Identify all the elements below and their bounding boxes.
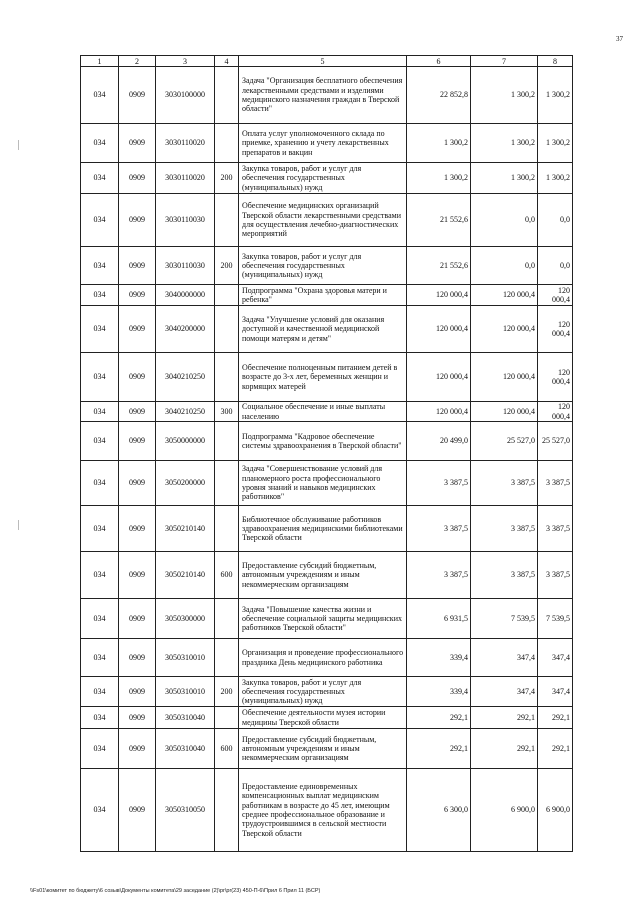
amount-cell: 1 300,2 (538, 163, 573, 194)
expense-type-cell: 200 (215, 677, 239, 707)
grbs-code-cell: 034 (81, 247, 119, 285)
column-header: 4 (215, 56, 239, 67)
amount-cell: 292,1 (407, 729, 471, 769)
amount-cell: 120 000,4 (407, 285, 471, 306)
budget-table-container (80, 55, 572, 852)
amount-cell: 3 387,5 (538, 506, 573, 552)
target-article-cell: 3050310040 (156, 729, 215, 769)
amount-cell: 1 300,2 (471, 67, 538, 124)
amount-cell: 20 499,0 (407, 422, 471, 461)
amount-cell: 7 539,5 (538, 599, 573, 639)
section-code-cell: 0909 (119, 124, 156, 163)
amount-cell: 1 300,2 (538, 124, 573, 163)
target-article-cell: 3030110030 (156, 194, 215, 247)
grbs-code-cell: 034 (81, 729, 119, 769)
grbs-code-cell: 034 (81, 707, 119, 729)
table-row (81, 402, 573, 422)
expense-type-cell (215, 769, 239, 852)
target-article-cell: 3050310010 (156, 677, 215, 707)
amount-cell: 339,4 (407, 639, 471, 677)
amount-cell: 347,4 (538, 639, 573, 677)
column-header: 1 (81, 56, 119, 67)
section-code-cell: 0909 (119, 639, 156, 677)
amount-cell: 120 000,4 (538, 285, 573, 306)
description-cell: Предоставление субсидий бюджетным, автономным учреждениям и иным некоммерческим организациям (239, 729, 407, 769)
amount-cell: 347,4 (471, 639, 538, 677)
grbs-code-cell: 034 (81, 422, 119, 461)
scan-edge-mark (18, 140, 19, 150)
section-code-cell: 0909 (119, 306, 156, 353)
amount-cell: 0,0 (471, 247, 538, 285)
amount-cell: 120 000,4 (407, 306, 471, 353)
amount-cell: 0,0 (538, 194, 573, 247)
amount-cell: 7 539,5 (471, 599, 538, 639)
amount-cell: 120 000,4 (538, 306, 573, 353)
table-row (81, 506, 573, 552)
section-code-cell: 0909 (119, 353, 156, 402)
table-row (81, 194, 573, 247)
target-article-cell: 3030110020 (156, 124, 215, 163)
expense-type-cell: 300 (215, 402, 239, 422)
section-code-cell: 0909 (119, 729, 156, 769)
grbs-code-cell: 034 (81, 552, 119, 599)
amount-cell: 292,1 (538, 729, 573, 769)
section-code-cell: 0909 (119, 707, 156, 729)
amount-cell: 1 300,2 (407, 124, 471, 163)
description-cell: Задача "Повышение качества жизни и обеспечение социальной защиты медицинских работников Тверской области" (239, 599, 407, 639)
amount-cell: 22 852,8 (407, 67, 471, 124)
amount-cell: 292,1 (471, 707, 538, 729)
table-row (81, 285, 573, 306)
expense-type-cell (215, 124, 239, 163)
expense-type-cell (215, 285, 239, 306)
section-code-cell: 0909 (119, 194, 156, 247)
target-article-cell: 3030100000 (156, 67, 215, 124)
amount-cell: 3 387,5 (471, 461, 538, 506)
target-article-cell: 3040000000 (156, 285, 215, 306)
grbs-code-cell: 034 (81, 353, 119, 402)
column-header: 2 (119, 56, 156, 67)
section-code-cell: 0909 (119, 461, 156, 506)
amount-cell: 120 000,4 (538, 353, 573, 402)
target-article-cell: 3050210140 (156, 506, 215, 552)
amount-cell: 3 387,5 (538, 461, 573, 506)
target-article-cell: 3030110030 (156, 247, 215, 285)
section-code-cell: 0909 (119, 769, 156, 852)
table-row (81, 707, 573, 729)
table-row (81, 552, 573, 599)
amount-cell: 120 000,4 (471, 402, 538, 422)
table-row (81, 461, 573, 506)
column-header: 7 (471, 56, 538, 67)
table-row (81, 677, 573, 707)
description-cell: Подпрограмма "Охрана здоровья матери и ребенка" (239, 285, 407, 306)
amount-cell: 1 300,2 (538, 67, 573, 124)
amount-cell: 3 387,5 (407, 461, 471, 506)
description-cell: Закупка товаров, работ и услуг для обеспечения государственных (муниципальных) нужд (239, 247, 407, 285)
grbs-code-cell: 034 (81, 285, 119, 306)
section-code-cell: 0909 (119, 677, 156, 707)
expense-type-cell (215, 461, 239, 506)
target-article-cell: 3040210250 (156, 353, 215, 402)
table-row (81, 163, 573, 194)
description-cell: Социальное обеспечение и иные выплаты населению (239, 402, 407, 422)
table-row (81, 422, 573, 461)
amount-cell: 292,1 (471, 729, 538, 769)
description-cell: Обеспечение медицинских организаций Тверской области лекарственными средствами для осуществления лечебно-диагностических мероприятий (239, 194, 407, 247)
amount-cell: 3 387,5 (471, 506, 538, 552)
amount-cell: 0,0 (538, 247, 573, 285)
expense-type-cell (215, 707, 239, 729)
amount-cell: 0,0 (471, 194, 538, 247)
description-cell: Закупка товаров, работ и услуг для обеспечения государственных (муниципальных) нужд (239, 163, 407, 194)
target-article-cell: 3050210140 (156, 552, 215, 599)
grbs-code-cell: 034 (81, 124, 119, 163)
amount-cell: 120 000,4 (407, 353, 471, 402)
grbs-code-cell: 034 (81, 599, 119, 639)
target-article-cell: 3050200000 (156, 461, 215, 506)
amount-cell: 3 387,5 (407, 506, 471, 552)
scan-edge-mark (18, 520, 19, 530)
budget-table (80, 55, 573, 852)
grbs-code-cell: 034 (81, 194, 119, 247)
expense-type-cell: 600 (215, 729, 239, 769)
section-code-cell: 0909 (119, 402, 156, 422)
table-row (81, 67, 573, 124)
section-code-cell: 0909 (119, 67, 156, 124)
description-cell: Задача "Улучшение условий для оказания доступной и качественной медицинской помощи матерям и детям" (239, 306, 407, 353)
description-cell: Обеспечение полноценным питанием детей в возрасте до 3-х лет, беременных женщин и кормящих матерей (239, 353, 407, 402)
amount-cell: 6 300,0 (407, 769, 471, 852)
expense-type-cell (215, 306, 239, 353)
amount-cell: 3 387,5 (407, 552, 471, 599)
section-code-cell: 0909 (119, 552, 156, 599)
amount-cell: 21 552,6 (407, 247, 471, 285)
amount-cell: 120 000,4 (471, 306, 538, 353)
description-cell: Предоставление единовременных компенсационных выплат медицинским работникам в возрасте до 45 лет, имеющим среднее профессиональное образование и трудоустроившимся в сельской местности Тверской области (239, 769, 407, 852)
page-number: 37 (616, 35, 623, 43)
section-code-cell: 0909 (119, 599, 156, 639)
section-code-cell: 0909 (119, 247, 156, 285)
table-header-row (81, 56, 573, 67)
grbs-code-cell: 034 (81, 306, 119, 353)
table-row (81, 639, 573, 677)
column-header: 5 (239, 56, 407, 67)
amount-cell: 6 900,0 (471, 769, 538, 852)
amount-cell: 6 931,5 (407, 599, 471, 639)
table-row (81, 353, 573, 402)
grbs-code-cell: 034 (81, 506, 119, 552)
expense-type-cell (215, 506, 239, 552)
grbs-code-cell: 034 (81, 402, 119, 422)
grbs-code-cell: 034 (81, 461, 119, 506)
amount-cell: 25 527,0 (538, 422, 573, 461)
table-row (81, 599, 573, 639)
expense-type-cell (215, 67, 239, 124)
table-row (81, 247, 573, 285)
description-cell: Предоставление субсидий бюджетным, автономным учреждениям и иным некоммерческим организациям (239, 552, 407, 599)
table-body (81, 67, 573, 852)
target-article-cell: 3050310010 (156, 639, 215, 677)
column-header: 6 (407, 56, 471, 67)
column-header: 8 (538, 56, 573, 67)
amount-cell: 347,4 (471, 677, 538, 707)
grbs-code-cell: 034 (81, 769, 119, 852)
description-cell: Библиотечное обслуживание работников здравоохранения медицинскими библиотеками Тверской области (239, 506, 407, 552)
target-article-cell: 3050310050 (156, 769, 215, 852)
amount-cell: 120 000,4 (538, 402, 573, 422)
expense-type-cell: 200 (215, 247, 239, 285)
table-row (81, 124, 573, 163)
amount-cell: 347,4 (538, 677, 573, 707)
amount-cell: 120 000,4 (471, 353, 538, 402)
amount-cell: 1 300,2 (471, 124, 538, 163)
grbs-code-cell: 034 (81, 677, 119, 707)
amount-cell: 21 552,6 (407, 194, 471, 247)
description-cell: Задача "Совершенствование условий для планомерного роста профессионального уровня знаний и навыков медицинских работников" (239, 461, 407, 506)
target-article-cell: 3050310040 (156, 707, 215, 729)
expense-type-cell (215, 639, 239, 677)
description-cell: Организация и проведение профессионального праздника День медицинского работника (239, 639, 407, 677)
expense-type-cell (215, 353, 239, 402)
amount-cell: 3 387,5 (538, 552, 573, 599)
table-row (81, 729, 573, 769)
amount-cell: 6 900,0 (538, 769, 573, 852)
description-cell: Задача "Организация бесплатного обеспечения лекарственными средствами и изделиями медицинского назначения граждан в Тверской области" (239, 67, 407, 124)
amount-cell: 25 527,0 (471, 422, 538, 461)
file-path-footer: \\Fs01\комитет по бюджету\6 созыв\Документы комитета\29 заседание (2)\pr\pr(23) 450-П-6\Прил 6 Прил 11 (БСР) (30, 888, 321, 894)
table-row (81, 769, 573, 852)
expense-type-cell (215, 599, 239, 639)
amount-cell: 120 000,4 (407, 402, 471, 422)
expense-type-cell: 200 (215, 163, 239, 194)
amount-cell: 339,4 (407, 677, 471, 707)
grbs-code-cell: 034 (81, 639, 119, 677)
amount-cell: 1 300,2 (407, 163, 471, 194)
amount-cell: 292,1 (538, 707, 573, 729)
description-cell: Подпрограмма "Кадровое обеспечение системы здравоохранения в Тверской области" (239, 422, 407, 461)
amount-cell: 3 387,5 (471, 552, 538, 599)
expense-type-cell (215, 194, 239, 247)
target-article-cell: 3050000000 (156, 422, 215, 461)
section-code-cell: 0909 (119, 506, 156, 552)
section-code-cell: 0909 (119, 285, 156, 306)
amount-cell: 1 300,2 (471, 163, 538, 194)
target-article-cell: 3050300000 (156, 599, 215, 639)
description-cell: Обеспечение деятельности музея истории медицины Тверской области (239, 707, 407, 729)
expense-type-cell (215, 422, 239, 461)
column-header: 3 (156, 56, 215, 67)
grbs-code-cell: 034 (81, 163, 119, 194)
target-article-cell: 3030110020 (156, 163, 215, 194)
amount-cell: 120 000,4 (471, 285, 538, 306)
expense-type-cell: 600 (215, 552, 239, 599)
target-article-cell: 3040210250 (156, 402, 215, 422)
target-article-cell: 3040200000 (156, 306, 215, 353)
description-cell: Закупка товаров, работ и услуг для обеспечения государственных (муниципальных) нужд (239, 677, 407, 707)
table-row (81, 306, 573, 353)
amount-cell: 292,1 (407, 707, 471, 729)
section-code-cell: 0909 (119, 422, 156, 461)
description-cell: Оплата услуг уполномоченного склада по приемке, хранению и учету лекарственных препаратов и вакцин (239, 124, 407, 163)
section-code-cell: 0909 (119, 163, 156, 194)
grbs-code-cell: 034 (81, 67, 119, 124)
